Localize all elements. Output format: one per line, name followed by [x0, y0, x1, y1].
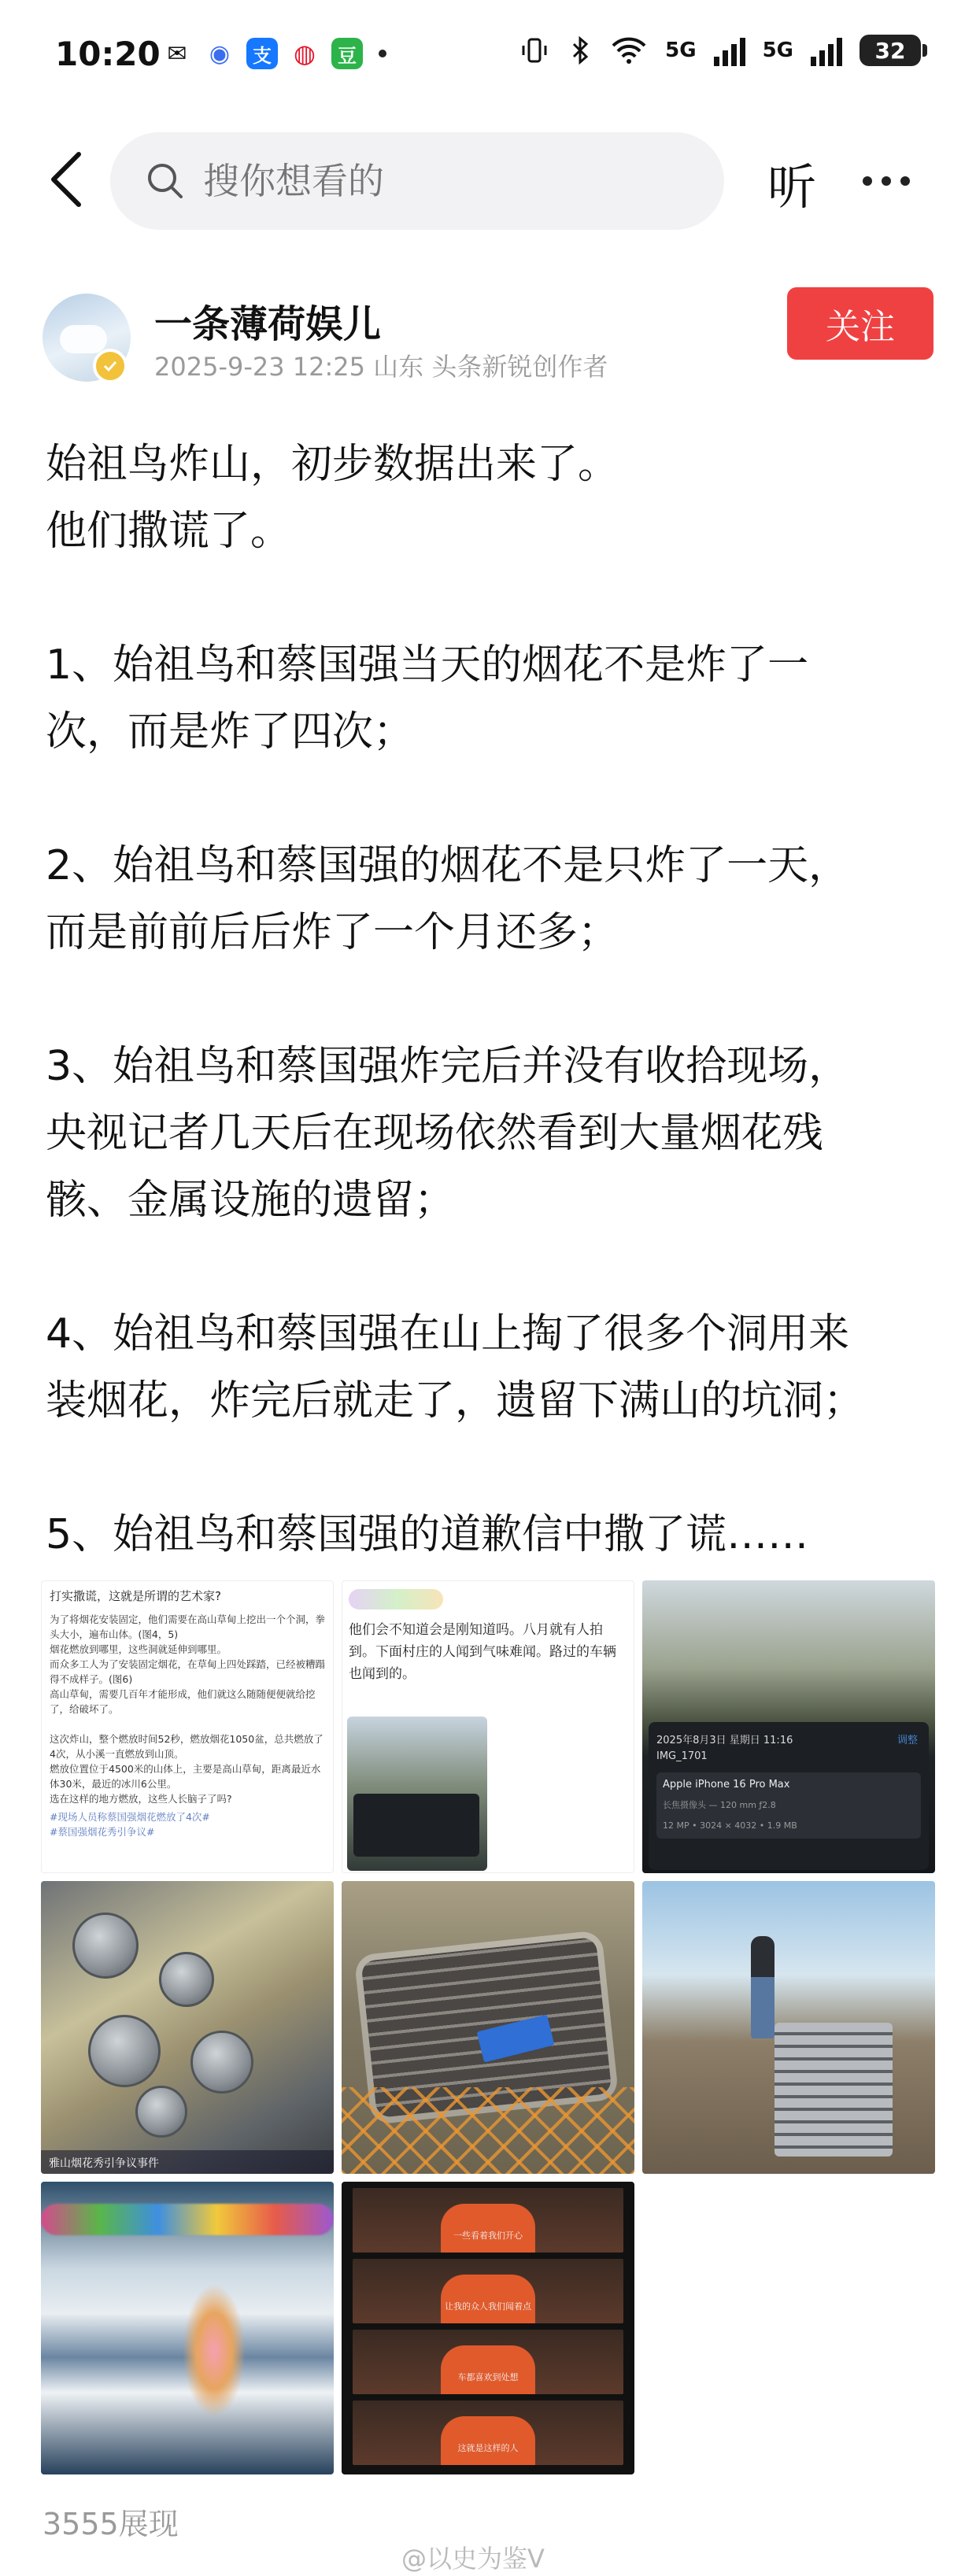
back-arrow-icon [44, 148, 91, 211]
photo-date: 2025年8月3日 星期日 11:16 [656, 1735, 793, 1746]
photo-lens: 长焦摄像头 — 120 mm ƒ2.8 [663, 1800, 776, 1810]
status-app-icons [161, 38, 386, 69]
image-1-text: 为了将烟花安装固定，他们需要在高山草甸上挖出一个个洞，拳头大小，遍布山体。(图4，5) 烟花燃放到哪里，这些洞就延伸到哪里。 而众多工人为了安装固定烟花，在草甸上四处踩踏，已经被糟蹋得不成样子。(图6) 高山草甸，需要几百年才能形成，他们就这么随随便便就给挖了，给破坏了。 这次炸山，整个燃放时间52秒，燃放烟花1050盆，总共燃放了4次，从小溪一直燃放到山顶。 燃放位置位于4500米的山体上，主要是高山草甸，距离最近水体30米，最近的冰川6公里。 选在这样的地方燃放，这些人长脑子了吗? [50, 1613, 326, 1805]
watermark: @以史为鉴V [401, 2544, 545, 2574]
article-image-8[interactable] [342, 2182, 634, 2474]
orange-net [342, 2087, 634, 2174]
more-dot-icon [900, 176, 910, 186]
network-label-2: 5G [762, 39, 793, 62]
video-subtitle: 这就是这样的人 [457, 2443, 519, 2453]
video-subtitle: 车都喜欢到处想 [457, 2372, 519, 2382]
listen-button[interactable]: 听 [767, 158, 817, 216]
article-paragraph: 3、始祖鸟和蔡国强炸完后并没有收拾现场， 央视记者几天后在现场依然看到大量烟花残 骸、金属设施的遗留； [46, 1043, 850, 1224]
article-image-5[interactable] [342, 1881, 634, 2174]
browser-icon: ◉ [209, 39, 231, 68]
article-image-1[interactable] [41, 1580, 334, 1873]
video-subtitle: 让我的众人我们闻着点 [445, 2301, 531, 2312]
canister-shape [72, 1913, 139, 1979]
blurred-username [349, 1589, 443, 1610]
article-image-4[interactable] [41, 1881, 334, 2174]
search-input[interactable] [203, 160, 675, 202]
article-paragraph: 2、始祖鸟和蔡国强的烟花不是只炸了一天， 而是前前后后炸了一个月还多； [46, 842, 850, 956]
article-image-6[interactable] [642, 1881, 935, 2174]
weibo-icon: ◍ [294, 39, 316, 68]
view-count: 3555展现 [43, 2507, 179, 2541]
back-button[interactable] [44, 148, 91, 211]
signal-icon [714, 35, 745, 66]
metal-stack [775, 2023, 893, 2157]
douban-icon: 豆 [331, 38, 363, 69]
search-icon [145, 161, 186, 201]
wechat-icon: ✉ [167, 39, 187, 68]
article-image-7[interactable] [41, 2182, 334, 2474]
status-time: 10:20 [55, 35, 161, 73]
smoke-plume [183, 2284, 246, 2418]
battery-icon: 32 [860, 35, 921, 66]
photo-device-name: Apple iPhone 16 Pro Max [663, 1779, 790, 1791]
more-dot-icon [863, 176, 872, 186]
image-1-tags: #现场人员称蔡国强烟花燃放了4次# #蔡国强烟花秀引争议# [50, 1811, 210, 1838]
video-subtitle: 一些看着我们开心 [453, 2230, 523, 2241]
vibrate-icon [519, 35, 550, 66]
image-4-caption: 雅山烟花秀引争议事件 [41, 2150, 334, 2174]
article-paragraph: 4、始祖鸟和蔡国强在山上掏了很多个洞用来 装烟花，炸完后就走了，遗留下满山的坑洞； [46, 1310, 865, 1425]
article-paragraph: 5、始祖鸟和蔡国强的道歉信中撒了谎…… [46, 1511, 809, 1558]
rainbow-smoke [41, 2204, 334, 2235]
canister-shape [135, 2086, 187, 2138]
article-paragraph: 始祖鸟炸山，初步数据出来了。 他们撒谎了。 [46, 441, 619, 555]
article-image-2[interactable] [342, 1580, 634, 1873]
wifi-icon [610, 35, 648, 66]
search-header [0, 118, 976, 244]
article-image-3[interactable] [642, 1580, 935, 1873]
photo-info-panel [649, 1722, 929, 1870]
verified-badge-icon [93, 349, 128, 383]
video-frame [353, 2330, 623, 2394]
canister-shape [159, 1952, 214, 2007]
follow-button[interactable]: 关注 [787, 287, 933, 360]
image-1-title: 打实撒谎，这就是所谓的艺术家? [50, 1589, 221, 1603]
bluetooth-icon [567, 35, 593, 66]
author-row [0, 279, 976, 390]
photo-spec: 12 MP • 3024 × 4032 • 1.9 MB [663, 1820, 797, 1831]
canister-shape [88, 2015, 161, 2087]
author-meta: 2025-9-23 12:25 山东 头条新锐创作者 [154, 352, 608, 382]
video-frame [353, 2259, 623, 2323]
more-dot-icon [882, 176, 891, 186]
article-body [46, 431, 935, 1569]
image-2-text: 他们会不知道会是刚知道吗。八月就有人拍到。下面村庄的人闻到气味难闻。路过的车辆也闻到的。 [349, 1622, 616, 1682]
photo-device [656, 1772, 921, 1839]
video-frame [353, 2188, 623, 2253]
status-indicators [519, 35, 921, 66]
photo-file: IMG_1701 [656, 1750, 708, 1762]
search-bar[interactable] [110, 132, 724, 230]
alipay-icon: 支 [246, 38, 278, 69]
video-frame [353, 2400, 623, 2465]
photo-adjust-link: 调整 [897, 1735, 918, 1746]
more-options-button[interactable] [863, 165, 926, 197]
author-name[interactable]: 一条薄荷娱儿 [154, 302, 382, 346]
more-notifications-icon [379, 50, 386, 57]
canister-shape [190, 2031, 253, 2094]
status-bar [0, 0, 976, 118]
signal-icon-2 [811, 35, 842, 66]
person-figure [751, 1936, 775, 2038]
article-paragraph: 1、始祖鸟和蔡国强当天的烟花不是炸了一 次，而是炸了四次； [46, 641, 809, 756]
phone-photo-thumbnail [347, 1717, 487, 1871]
network-label-1: 5G [665, 39, 697, 62]
